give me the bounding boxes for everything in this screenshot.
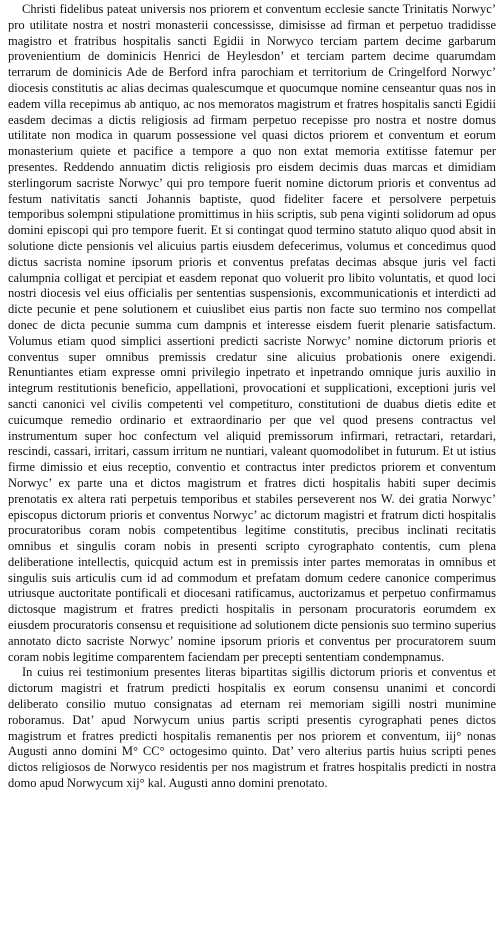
testimonium-paragraph: In cuius rei testimonium presentes literas bipartitas sigillis dictorum prioris et conventus et dictorum magistri et fratrum predicti hospitalis ex eorum consensu unanimi et concordi deliberato consilio mutuo consignatas ad eternam rei memoriam sigilli nostri munimine roboramus. Dat’ apud Norwycum unius partis scripti presentis cyrographati penes dictos magistrum et fratres predicti hospitalis remanentis per nos priorem et conventum, iij° nonas Augusti anno domini M° CC° octogesimo quinto. Dat’ vero alterius partis huius scripti penes dictos religiosos de Norwyco residentis per nos magistrum et fratres hospitalis predicti in nostra domo apud Norwycum xij° kal. Augusti anno domini prenotato. [8,665,496,791]
charter-paragraph: Christi fidelibus pateat universis nos priorem et conventum ecclesie sancte Trinitatis Norwyc’ pro utilitate nostra et nostri monasterii concessisse, dimisisse ad firman et perpetuo tradidisse magistro et fratribus hospitalis sancti Egidii in Norwyco terciam partem decime garbarum provenientium de dominicis Henrici de Heylesdon’ et terciam partem decime quarumdam terrarum de dominicis Ade de Berford infra parochiam et territorium de Cringelford Norwyc’ diocesis constitutis ac alias decimas qualescumque et quocumque nomine censeantur quas nos in eadem villa recepimus ab antiquo, ac nos memoratos magistrum et fratres hospitalis sancti Egidii easdem decimas a dictis religiosis ad firmam perpetuo recepisse pro nostra et nostre domus utilitate non modica in quarum possessione vel quasi dictos priorem et conventum et eorum monasterium quiete et pacifice a tempore a quo non extat memoria extitisse fatemur per presentes. Reddendo annuatim dictis religiosis pro eisdem decimis duas marcas et dimidiam sterlingorum sacriste Norwyc’ qui pro tempore fuerit nomine dictorum prioris et conventus ad festum nativitatis sancti Johannis baptiste, quod fideliter facere et persolvere perpetuis temporibus solempni stipulatione promittimus in hiis scriptis, sub pena viginti solidorum ad opus domini episcopi qui pro tempore fuerit. Et si contingat quod termino statuto aliquo quod absit in solutione dicte pensionis vel alicuius partis eiusdem defecerimus, volumus et concedimus quod dictus sacrista nomine ipsorum prioris et conventus prefatas decimas absque juris vel facti calumpnia colligat et percipiat et easdem reponat quo voluerit pro libito voluntatis, et quod loci nostri diocesis vel eius officialis per sententias suspensionis, excommunicationis et interdicti ad dicte pecunie et pene solutionem et cuiuslibet eius partis non facte suo termino nos compellat donec de dicta pecunie summa cum dampnis et interesse eisdem fuerit plenarie satisfactum. Volumus etiam quod simplici assertioni predicti sacriste Norwyc’ nomine dictorum prioris et conventus super omnibus premissis credatur sine alicuius probationis onere exigendi. Renuntiantes etiam expresse omni privilegio inpetrato et inpetrando omnique juris auxilio in integrum restitutionis beneficio, appellationi, provocationi et supplicationi, exceptioni juris vel sancti canonici vel civilis competenti vel competituro, constitutioni de duabus dietis edite et cuicumque remedio ordinario et extraordinario per que vel quod presens contractus vel instrumentum super hoc confectum vel aliquid premissorum infirmari, retractari, retardari, rescindi, cassari, irritari, cassum irritum ne nuntiari, valeant quomodolibet in futurum. Et ut istius firme dimissio et eius receptio, conventio et contractus inter predictos priorem et conventum Norwyc’ ex parte una et dictos magistrum et fratres dicti hospitalis habiti super decimis prenotatis ex altera rati perpetuis temporibus et stabiles perseverent nos W. dei gratia Norwyc’ episcopus dictorum prioris et conventus Norwyc’ ac dictorum magistri et fratrum dicti hospitalis procuratoribus coram nobis competentibus legitime constitutis, precibus inclinati recitatis omnibus et singulis coram nobis in presenti scripto cyrographato contentis, cum plena deliberatione intellectis, quicquid actum est in premissis inter partes memoratas in omnibus et singulis suis articulis cum id ad commodum et prefatam domum cedere canonice comperimus utriusque auctoritate pontificali et diocesani ratificamus, auctorizamus et perpetuo confirmamus dictosque magistrum et fratres predicti hospitalis in personam procuratoris eorumdem ex eiusdem procuratoris consensu et requisitione ad solutionem dicte pensionis suo termino superius annotato dicto sacriste Norwyc’ nomine ipsorum prioris et conventus per procuratorem suum coram nobis legitime comparentem faciendam per precepti sententiam condempnamus. [8,2,496,664]
